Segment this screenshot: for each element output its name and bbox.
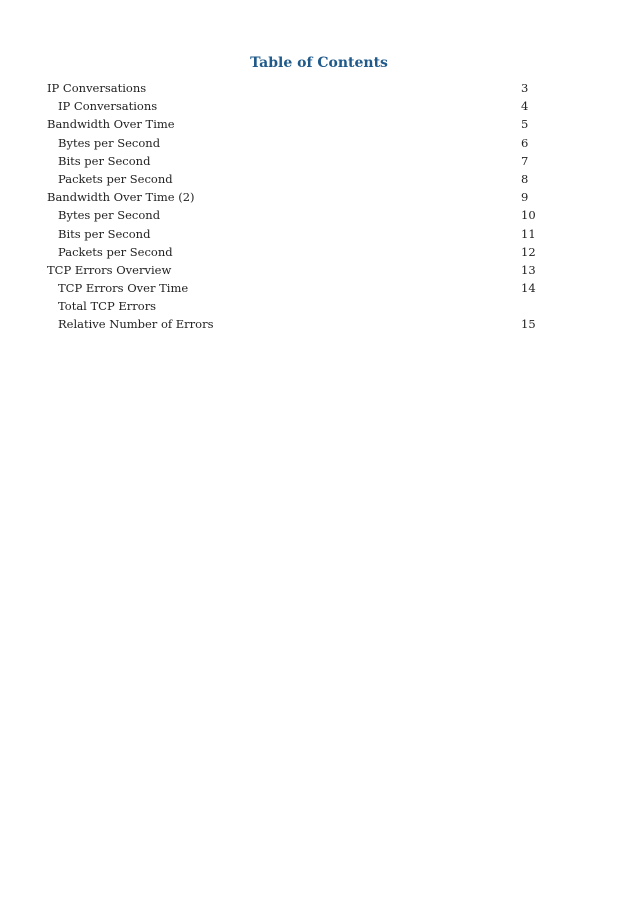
toc-entry[interactable] (47, 243, 537, 261)
toc-entry[interactable] (47, 297, 537, 315)
toc-entry[interactable] (47, 206, 537, 224)
toc-entry-page: 11 (521, 226, 536, 241)
toc-entry[interactable] (47, 261, 537, 279)
toc-entry-label: Bits per Second (58, 226, 151, 241)
toc-entry[interactable] (47, 188, 537, 206)
toc-entry-page: 13 (521, 262, 536, 277)
toc-entry-page: 8 (521, 171, 529, 186)
toc-entry-label: IP Conversations (58, 99, 158, 114)
toc-entry-label: Bandwidth Over Time (47, 117, 175, 132)
toc-entry-label: TCP Errors Over Time (58, 281, 189, 296)
toc-entry[interactable] (47, 225, 537, 243)
toc-entry-page: 10 (521, 208, 536, 223)
toc-entry[interactable] (47, 152, 537, 170)
toc-entry-page: 4 (521, 99, 529, 114)
toc-entry-label: Bandwidth Over Time (2) (47, 190, 195, 205)
toc-entry-page: 3 (521, 81, 529, 95)
toc-entry-page: 15 (521, 317, 536, 332)
toc-entry[interactable] (47, 134, 537, 152)
toc-entry[interactable] (47, 279, 537, 297)
toc-list (47, 79, 537, 334)
toc-entry-page: 12 (521, 244, 536, 259)
toc-entry-page: 5 (521, 117, 529, 132)
toc-entry[interactable] (47, 170, 537, 188)
toc-entry-label: Total TCP Errors (58, 299, 157, 314)
toc-entry[interactable] (47, 115, 537, 133)
toc-entry[interactable] (47, 315, 537, 333)
toc-entry-label: Bits per Second (58, 153, 151, 168)
toc-entry-label: Bytes per Second (58, 208, 161, 223)
toc-entry-label: TCP Errors Overview (47, 262, 172, 277)
toc-entry-label: Packets per Second (58, 244, 173, 259)
toc-entry-label: Packets per Second (58, 171, 173, 186)
toc-title: Table of Contents (250, 55, 388, 71)
toc-entry-page: 6 (521, 135, 529, 150)
toc-entry-page: 14 (521, 281, 536, 296)
toc-entry[interactable] (47, 97, 537, 115)
toc-entry-label: Bytes per Second (58, 135, 161, 150)
toc-entry-page: 7 (521, 153, 529, 168)
toc-entry[interactable] (47, 79, 537, 97)
toc-entry-page: 9 (521, 190, 529, 205)
toc-entry-label: Relative Number of Errors (58, 317, 214, 332)
toc-entry-label: IP Conversations (47, 81, 147, 95)
